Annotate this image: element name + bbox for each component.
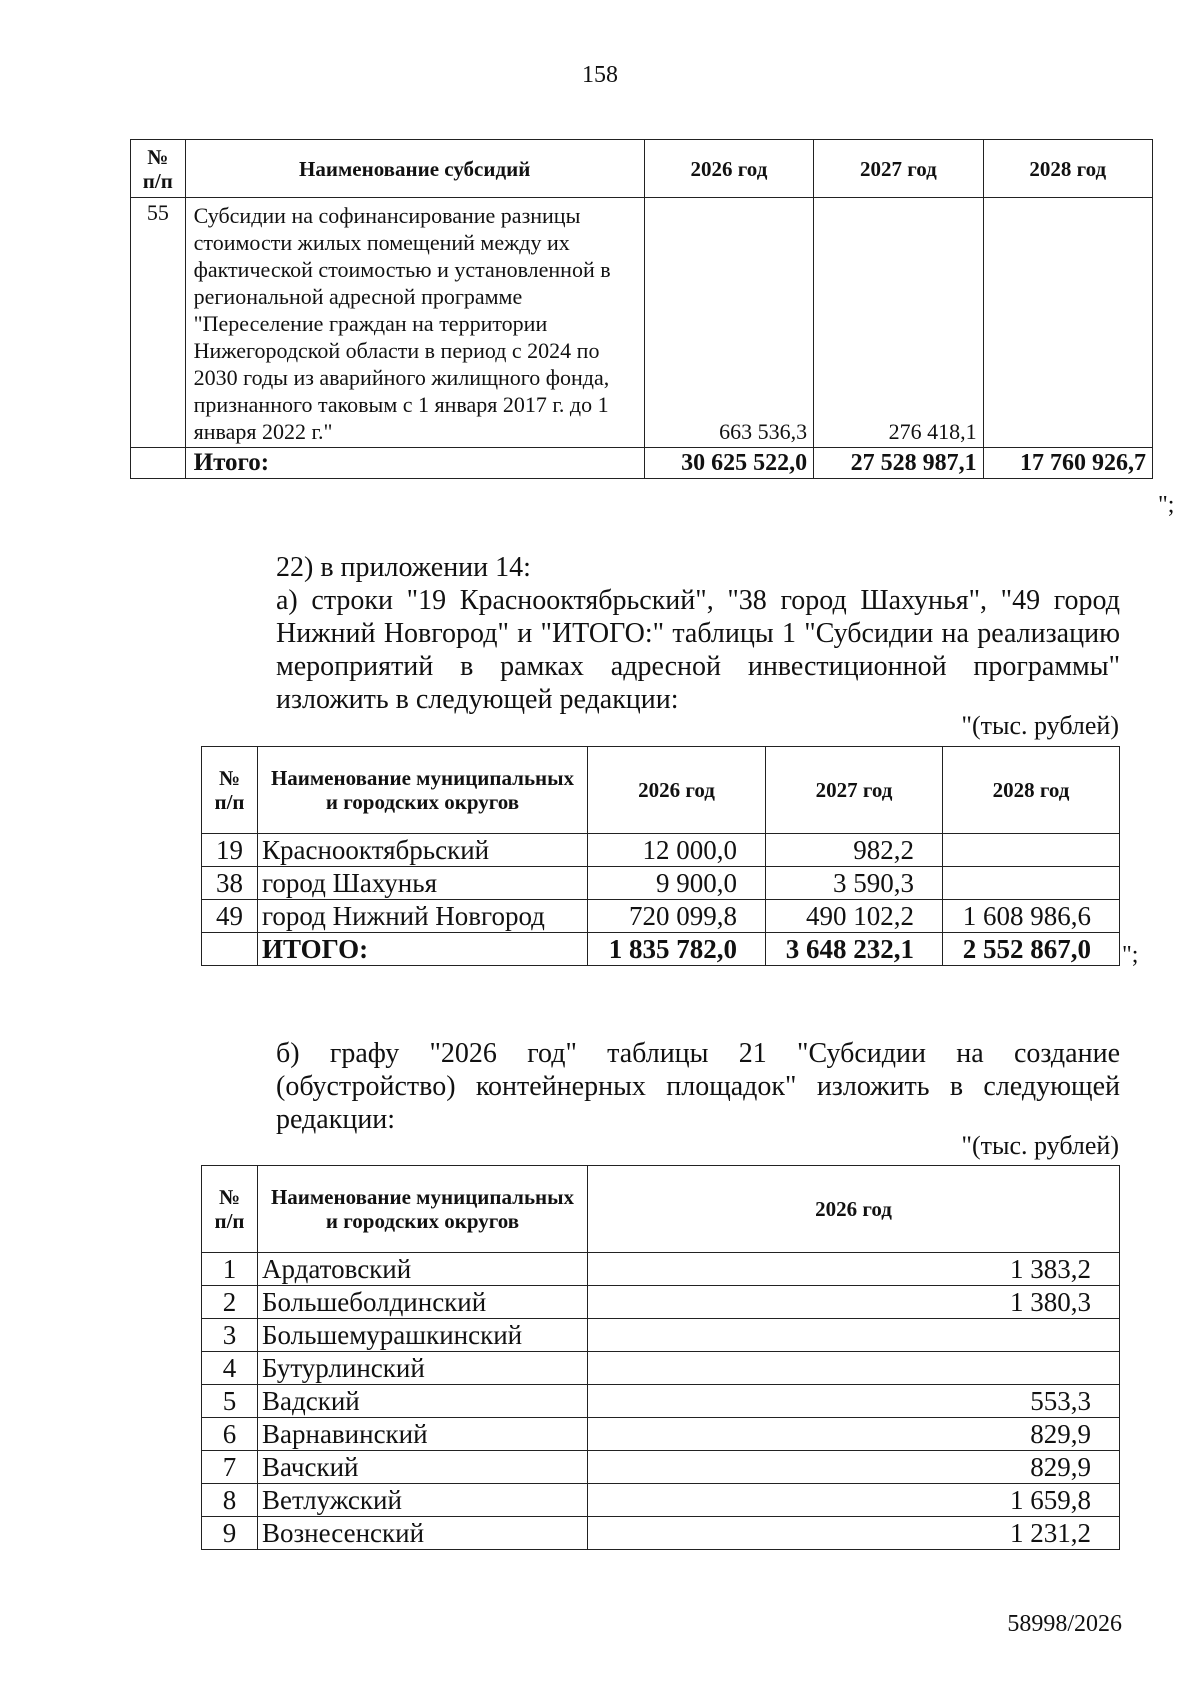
municipality-name: Краснооктябрьский (258, 834, 588, 867)
subsidies-table (130, 139, 1153, 479)
value-2028: 1 608 986,6 (943, 900, 1120, 933)
value-2026: 829,9 (588, 1418, 1120, 1451)
row-number: 49 (202, 900, 258, 933)
total-2026: 30 625 522,0 (644, 448, 813, 479)
value-2026: 720 099,8 (588, 900, 766, 933)
table-row (202, 867, 1120, 900)
table-row (202, 1319, 1120, 1352)
total-number-cell (131, 448, 186, 479)
municipality-name: город Нижний Новгород (258, 900, 588, 933)
unit-label: "(тыс. рублей) (961, 1131, 1119, 1160)
value-2027: 3 590,3 (766, 867, 943, 900)
value-2028 (983, 198, 1152, 448)
row-number: 19 (202, 834, 258, 867)
item-a: а) строки "19 Краснооктябрьский", "38 город Шахунья", "49 город Нижний Новгород" и "ИТОГО:" таблицы 1 "Субсидии на реализацию мероприятий в рамках адресной инвестиционной программы" изложить в следующей редакции: (276, 585, 1120, 715)
value-2028 (943, 834, 1120, 867)
table-row (202, 1451, 1120, 1484)
municipality-name: Вачский (258, 1451, 588, 1484)
municipality-name: Вадский (258, 1385, 588, 1418)
total-label: ИТОГО: (258, 933, 588, 966)
row-number: 7 (202, 1451, 258, 1484)
closing-quote-a: "; (1158, 492, 1175, 518)
row-number: 6 (202, 1418, 258, 1451)
municipality-name: Большемурашкинский (258, 1319, 588, 1352)
page-number: 158 (582, 62, 618, 88)
table-row (202, 1517, 1120, 1550)
paragraph-item-b (202, 1037, 1120, 1136)
row-number: 3 (202, 1319, 258, 1352)
total-2026: 1 835 782,0 (588, 933, 766, 966)
header-2027: 2027 год (766, 747, 943, 834)
row-number: 1 (202, 1253, 258, 1286)
municipality-name: Вознесенский (258, 1517, 588, 1550)
value-2026: 9 900,0 (588, 867, 766, 900)
value-2026 (588, 1352, 1120, 1385)
total-label: Итого: (185, 448, 644, 479)
row-number: 9 (202, 1517, 258, 1550)
unit-label: "(тыс. рублей) (961, 711, 1119, 740)
row-number: 2 (202, 1286, 258, 1319)
table-row (202, 1385, 1120, 1418)
value-2026: 553,3 (588, 1385, 1120, 1418)
header-subsidy-name: Наименование субсидий (185, 140, 644, 198)
total-2027: 27 528 987,1 (814, 448, 983, 479)
header-number: № п/п (202, 747, 258, 834)
municipality-name: Ветлужский (258, 1484, 588, 1517)
aip-subsidies-table (201, 746, 1120, 966)
total-row (202, 933, 1120, 966)
municipality-name: Варнавинский (258, 1418, 588, 1451)
row-number: 5 (202, 1385, 258, 1418)
value-2028 (943, 867, 1120, 900)
item-b: б) графу "2026 год" таблицы 21 "Субсидии на создание (обустройство) контейнерных площадок" изложить в следующей редакции: (276, 1038, 1120, 1135)
row-number: 8 (202, 1484, 258, 1517)
value-2026 (588, 1319, 1120, 1352)
municipality-name: Бутурлинский (258, 1352, 588, 1385)
header-2026: 2026 год (588, 1166, 1120, 1253)
total-number-cell (202, 933, 258, 966)
value-2026: 12 000,0 (588, 834, 766, 867)
subsidy-name: Субсидии на софинансирование разницы стоимости жилых помещений между их фактической стоимостью и установленной в региональной адресной программе "Переселение граждан на территории Нижегородской области в период с 2024 по 2030 годы из аварийного жилищного фонда, признанного таковым с 1 января 2017 г. до 1 января 2022 г." (185, 198, 644, 448)
table-row (202, 1418, 1120, 1451)
header-number: № п/п (131, 140, 186, 198)
closing-quote-b: "; (1122, 942, 1139, 968)
header-2028: 2028 год (943, 747, 1120, 834)
table-row (131, 198, 1153, 448)
value-2027: 982,2 (766, 834, 943, 867)
total-2028: 2 552 867,0 (943, 933, 1120, 966)
value-2027: 276 418,1 (814, 198, 983, 448)
header-2026: 2026 год (644, 140, 813, 198)
header-2028: 2028 год (983, 140, 1152, 198)
table-row (202, 900, 1120, 933)
total-2027: 3 648 232,1 (766, 933, 943, 966)
value-2026: 1 383,2 (588, 1253, 1120, 1286)
value-2026: 1 231,2 (588, 1517, 1120, 1550)
table-header-row (202, 747, 1120, 834)
table-row (202, 1286, 1120, 1319)
table-header-row (202, 1166, 1120, 1253)
table-row (202, 1352, 1120, 1385)
row-number: 55 (131, 198, 186, 448)
municipality-name: Большеболдинский (258, 1286, 588, 1319)
value-2026: 1 380,3 (588, 1286, 1120, 1319)
value-2026: 1 659,8 (588, 1484, 1120, 1517)
municipality-name: город Шахунья (258, 867, 588, 900)
table-row (202, 1253, 1120, 1286)
value-2026: 829,9 (588, 1451, 1120, 1484)
container-sites-table (201, 1165, 1120, 1550)
value-2027: 490 102,2 (766, 900, 943, 933)
header-municipality: Наименование муниципальных и городских округов (258, 1166, 588, 1253)
header-number: № п/п (202, 1166, 258, 1253)
header-municipality: Наименование муниципальных и городских округов (258, 747, 588, 834)
table-row (202, 834, 1120, 867)
table-header-row (131, 140, 1153, 198)
value-2026: 663 536,3 (644, 198, 813, 448)
total-row (131, 448, 1153, 479)
row-number: 38 (202, 867, 258, 900)
paragraph-appendix-14 (202, 551, 1120, 716)
item-22: 22) в приложении 14: (276, 552, 531, 583)
row-number: 4 (202, 1352, 258, 1385)
table-row (202, 1484, 1120, 1517)
header-2026: 2026 год (588, 747, 766, 834)
header-2027: 2027 год (814, 140, 983, 198)
document-number: 58998/2026 (1007, 1611, 1122, 1637)
municipality-name: Ардатовский (258, 1253, 588, 1286)
total-2028: 17 760 926,7 (983, 448, 1152, 479)
